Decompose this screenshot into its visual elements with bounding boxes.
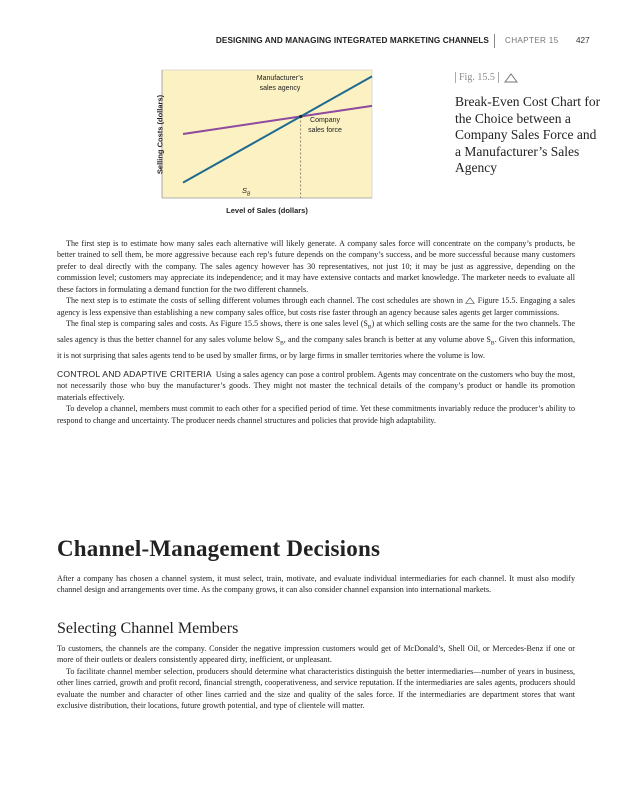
section-heading: Channel-Management Decisions — [57, 536, 381, 561]
break-even-marker-sub: B — [247, 191, 251, 198]
figure-caption: Break-Even Cost Chart for the Choice between a Company Sales Force and a Manufacturer’s Sales Agency — [455, 94, 601, 176]
annotation-sales-agency-line1: Manufacturer’s — [256, 75, 304, 82]
compare-text-b: ) at which selling costs are the same for the two channels. The sales agency is thus the better channel for any sales volume below S — [57, 319, 575, 345]
paragraph-estimate-costs — [57, 295, 575, 318]
break-even-marker-label — [242, 186, 250, 198]
page-number: 427 — [576, 36, 590, 45]
sb-sub-2: B — [280, 340, 284, 347]
subsection-heading: Selecting Channel Members — [57, 620, 239, 637]
chart-y-axis-label: Selling Costs (dollars) — [155, 94, 165, 175]
control-text: Using a sales agency can pose a control problem. Agents may concentrate on the customers who buy the most, not necessarily those who buy the manufacturer’s goods. They might not master the technical details of the company’s product or handle its promotion materials effectively. — [57, 369, 576, 402]
body-text-part2 — [57, 573, 575, 596]
annotation-company-sales-force — [290, 116, 360, 136]
compare-text-a: The final step is comparing sales and costs. As Figure 15.5 shows, there is one sales level (S — [66, 319, 368, 329]
annotation-company-line1: Company — [310, 117, 340, 124]
annotation-sales-agency-line2: sales agency — [259, 85, 301, 92]
chart-x-axis-label: Level of Sales (dollars) — [226, 206, 308, 215]
break-even-chart — [140, 62, 440, 224]
paragraph-control — [57, 369, 575, 403]
break-even-marker-text: S — [242, 186, 248, 195]
triangle-icon — [465, 297, 475, 304]
figure-number: Fig. 15.5 — [455, 72, 499, 83]
body-text-part1 — [57, 238, 575, 426]
sb-sub-3: B — [490, 340, 495, 347]
annotation-company-line2: sales force — [308, 127, 342, 134]
figure-label — [455, 72, 518, 83]
paragraph-selection: To facilitate channel member selection, producers should determine what characteristics distinguish the better intermediaries—number of years in business, other lines carried, growth and profit record, financial strength, cooperativeness, and service reputation. If the intermediaries are sales agents, producers should evaluate the number and character of other lines carried and the size and quality of the sales force. If the intermediaries are department stores that want exclusive distribution, their locations, future growth potential, and type of clientele will matter. — [57, 666, 575, 711]
paragraph-compare — [57, 318, 575, 362]
paragraph-section-intro: After a company has chosen a channel system, it must select, train, motivate, and evaluate individual intermediaries for each channel. It must also modify channel design and arrangements over time. As the company grows, it can also consider channel expansion into international markets. — [57, 574, 575, 595]
costs-text-a: The next step is to estimate the costs of selling different volumes through each channel. The cost schedules are shown in — [66, 296, 463, 306]
control-heading: CONTROL AND ADAPTIVE CRITERIA — [57, 368, 212, 379]
paragraph-estimate-sales: The first step is to estimate how many sales each alternative will likely generate. A company sales force will concentrate on the company’s products, be better trained to sell them, be more aggressive because each rep’s future depends on the company’s success, and be more successful because many customers prefer to deal directly with the company. The sales agency however has 30 representatives, not just 10; it may be just as aggressive, depending on the commission level; customers may appreciate its independence; and it may have extensive contacts and market knowledge. The marketer needs to evaluate all these factors in formulating a demand function for the two different channels. — [57, 239, 575, 294]
header-divider — [494, 34, 495, 48]
body-text-part3 — [57, 643, 575, 712]
sb-sub-1: B — [367, 324, 372, 331]
chapter-label: CHAPTER 15 — [505, 36, 559, 45]
running-header-title: DESIGNING AND MANAGING INTEGRATED MARKETING CHANNELS — [215, 36, 489, 45]
running-header — [0, 34, 623, 48]
costs-text-b: Figure 15.5. Engaging a sales agency is less expensive than establishing a new company sales office, but costs rise faster through an agency because sales agents get larger commissions. — [57, 296, 575, 317]
compare-text-d: . Given this information, it is not surprising that sales agents tend to be used by smaller firms, or by large firms in smaller territories where the volume is low. — [57, 335, 575, 361]
paragraph-customers: To customers, the channels are the company. Consider the negative impression customers would get of McDonald’s, Shell Oil, or Mercedes-Benz if one or more of their outlets or dealers consistently appeared dirty, inefficient, or unpleasant. — [57, 644, 575, 665]
triangle-icon — [504, 73, 518, 83]
annotation-sales-agency — [230, 74, 330, 94]
compare-text-c: , and the company sales branch is better at any volume above S — [283, 335, 491, 345]
paragraph-adaptive: To develop a channel, members must commit to each other for a specified period of time. Yet these commitments invariably reduce the producer’s ability to respond to change and uncertainty. The producer needs channel structures and policies that provide high adaptability. — [57, 404, 575, 425]
